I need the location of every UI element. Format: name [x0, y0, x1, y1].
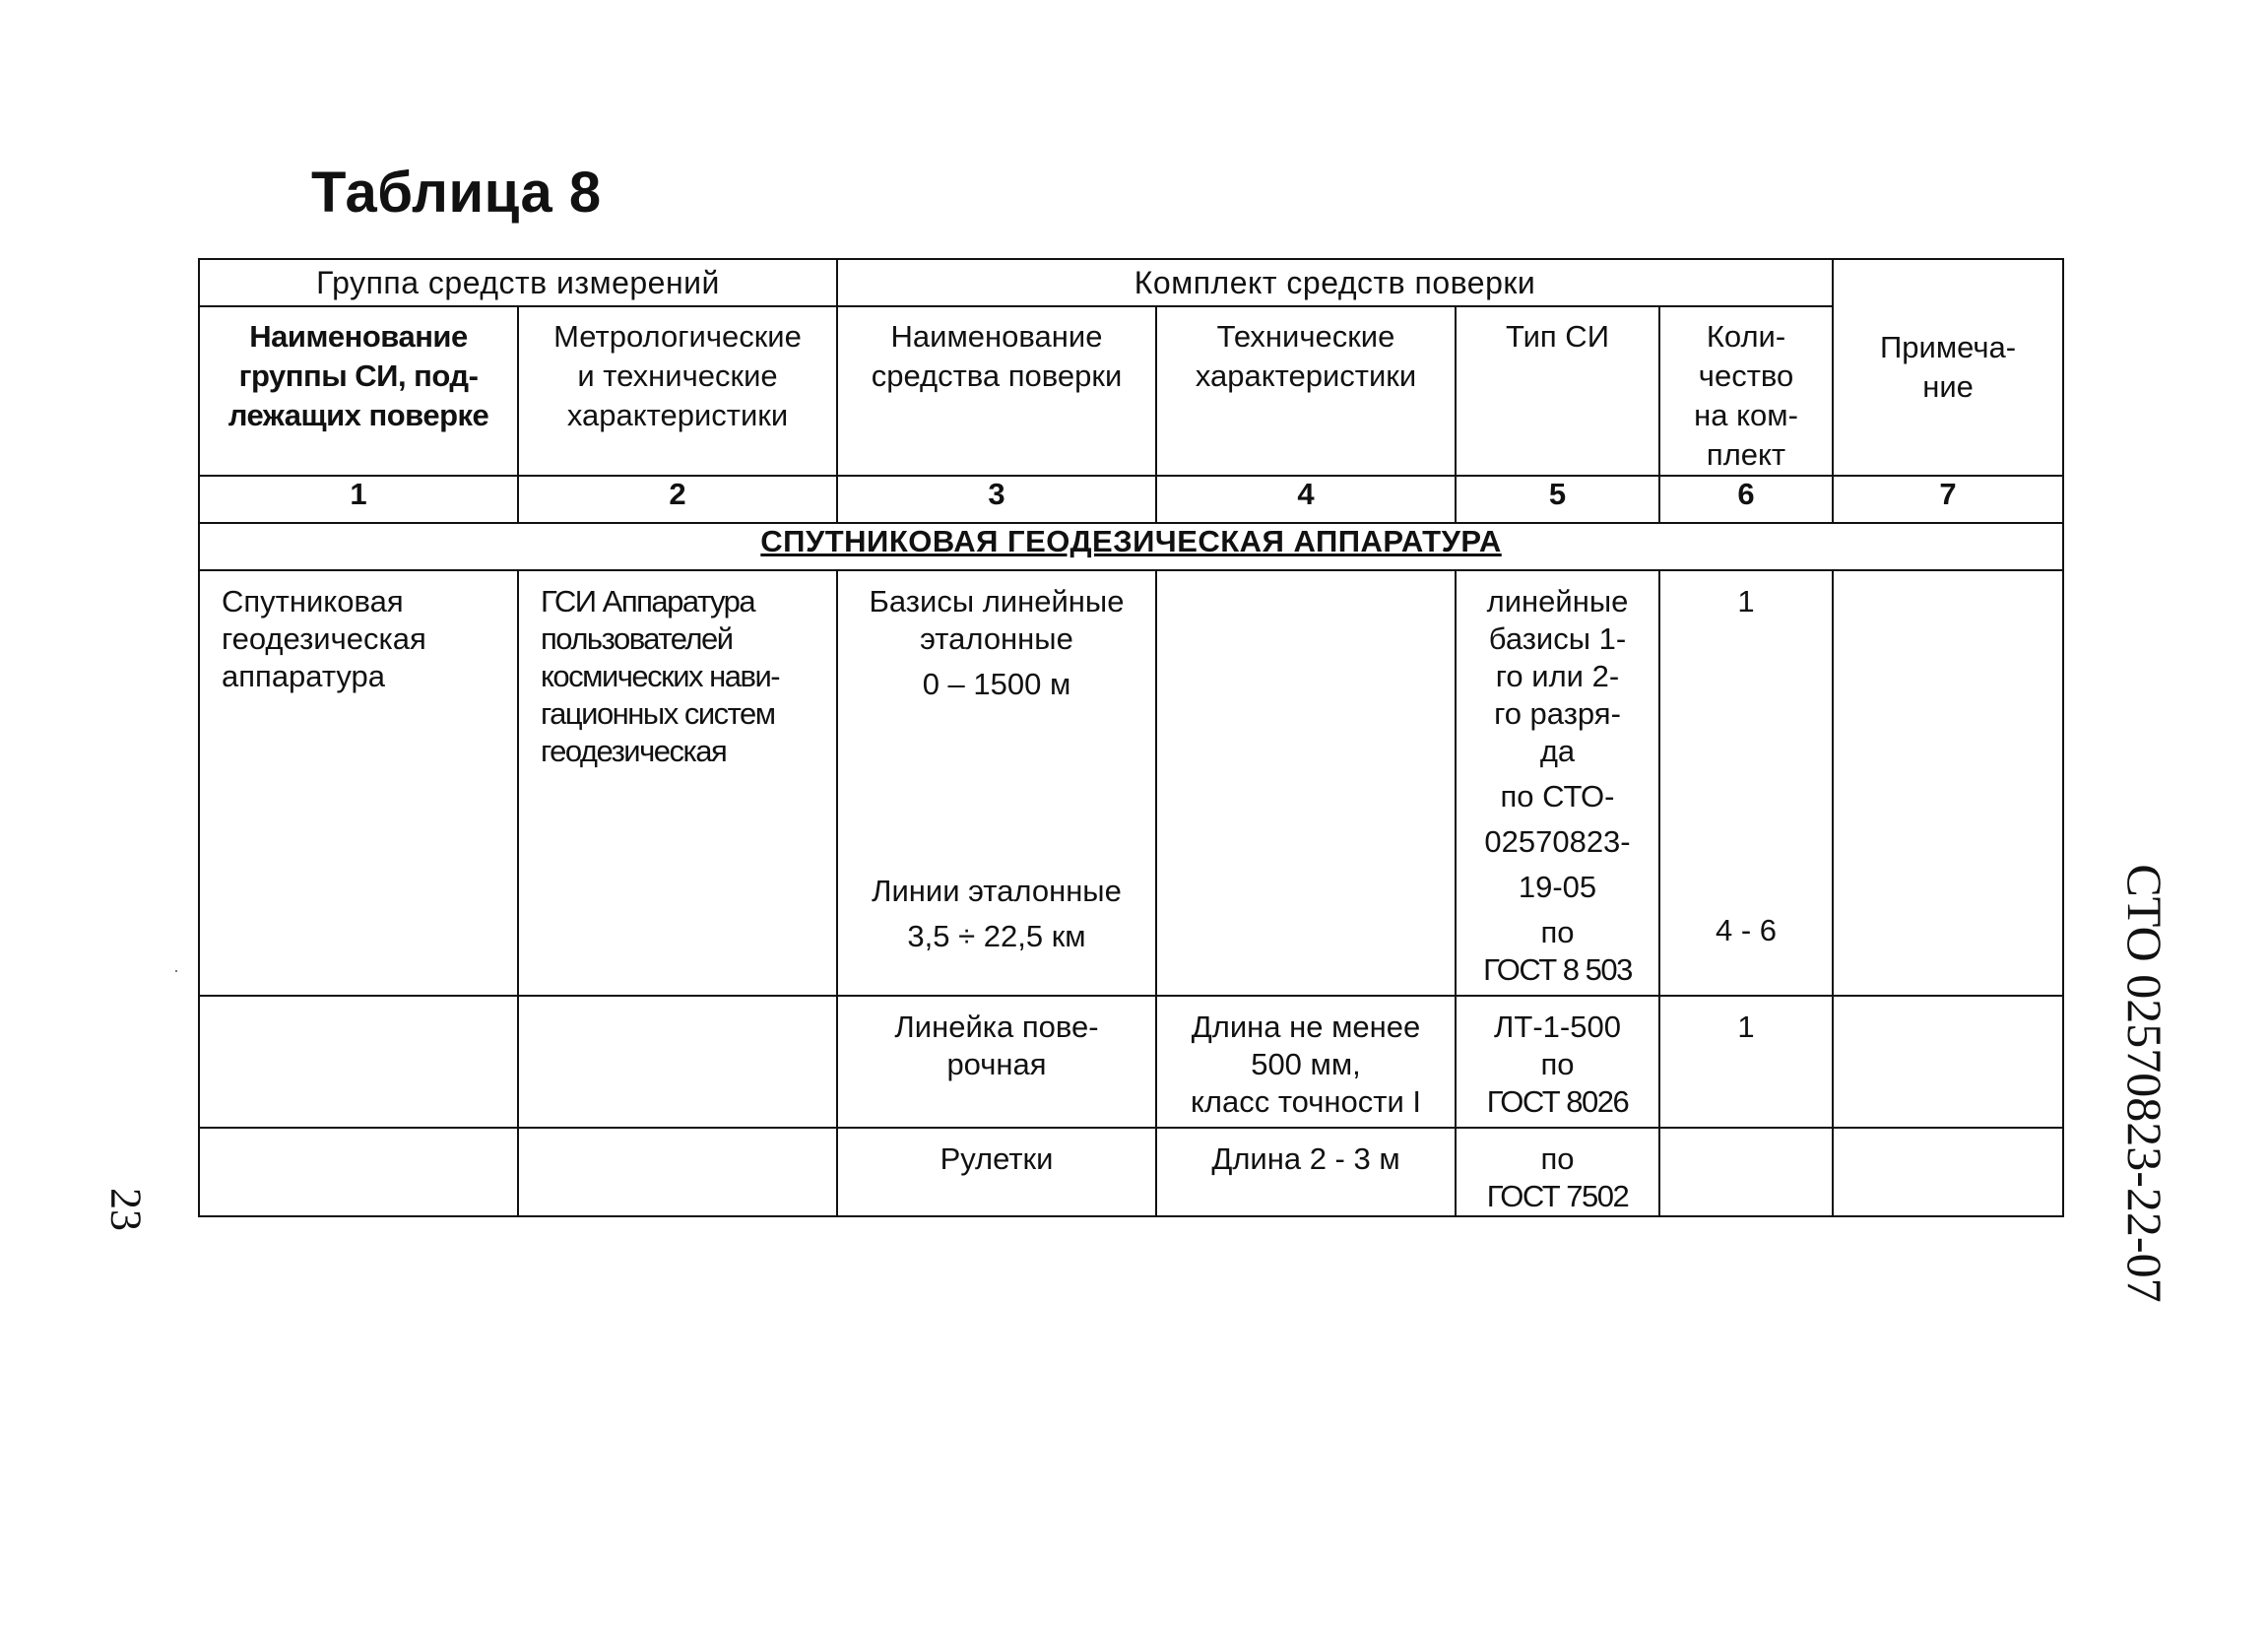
section-title: СПУТНИКОВАЯ ГЕОДЕЗИЧЕСКАЯ АППАРАТУРА [199, 523, 2063, 570]
tool-name-cell: Базисы линейные эталонные 0 – 1500 м Линии эталонные 3,5 ÷ 22,5 км [837, 570, 1156, 996]
column-number: 1 [199, 476, 518, 523]
page-number: 23 [101, 1188, 151, 1231]
column-number: 4 [1156, 476, 1456, 523]
group-header-measurement: Группа средств измерений [199, 259, 837, 306]
note-cell [1833, 996, 2063, 1128]
verification-table [198, 258, 2064, 1217]
column-number: 5 [1456, 476, 1659, 523]
characteristics-cell [518, 1128, 837, 1216]
group-name-cell [199, 996, 518, 1128]
characteristics-cell [518, 996, 837, 1128]
table-row [199, 1128, 2063, 1216]
characteristics-cell: ГСИ Аппаратура пользователей космических нави- гационных систем геодезическая [518, 570, 837, 996]
group-name-cell: Спутниковая геодезическая аппаратура [199, 570, 518, 996]
scan-speck [175, 970, 177, 972]
note-cell [1833, 570, 2063, 996]
column-number: 2 [518, 476, 837, 523]
column-header-note: Примеча- ние [1833, 259, 2063, 476]
column-header-tool-name: Наименование средства поверки [837, 306, 1156, 476]
column-number-row [199, 476, 2063, 523]
note-cell [1833, 1128, 2063, 1216]
quantity-cell: 1 [1659, 996, 1833, 1128]
type-cell: ЛТ-1-500 по ГОСТ 8026 [1456, 996, 1659, 1128]
group-header-row [199, 259, 2063, 306]
quantity-cell [1659, 1128, 1833, 1216]
quantity-cell: 1 4 - 6 [1659, 570, 1833, 996]
column-header-type: Тип СИ [1456, 306, 1659, 476]
tech-cell: Длина не менее 500 мм, класс точности I [1156, 996, 1456, 1128]
column-number: 3 [837, 476, 1156, 523]
table-row [199, 570, 2063, 996]
group-name-cell [199, 1128, 518, 1216]
type-cell: по ГОСТ 7502 [1456, 1128, 1659, 1216]
column-header-group-name: Наименование группы СИ, под- лежащих поверке [199, 306, 518, 476]
column-header-characteristics: Метрологические и технические характеристики [518, 306, 837, 476]
column-header-row [199, 306, 2063, 476]
tool-name-cell: Линейка пове- рочная [837, 996, 1156, 1128]
type-cell: линейные базисы 1- го или 2- го разря- да по СТО- 02570823- 19-05 по ГОСТ 8 503 [1456, 570, 1659, 996]
tech-cell: Длина 2 - 3 м [1156, 1128, 1456, 1216]
table-title: Таблица 8 [311, 161, 602, 225]
column-number: 7 [1833, 476, 2063, 523]
tech-cell [1156, 570, 1456, 996]
tool-name-cell: Рулетки [837, 1128, 1156, 1216]
column-header-quantity: Коли- чество на ком- плект [1659, 306, 1833, 476]
column-header-tech: Технические характеристики [1156, 306, 1456, 476]
section-row [199, 523, 2063, 570]
column-number: 6 [1659, 476, 1833, 523]
group-header-verification-kit: Комплект средств поверки [837, 259, 1833, 306]
table-row [199, 996, 2063, 1128]
document-code: СТО 02570823-22-07 [2117, 864, 2172, 1303]
